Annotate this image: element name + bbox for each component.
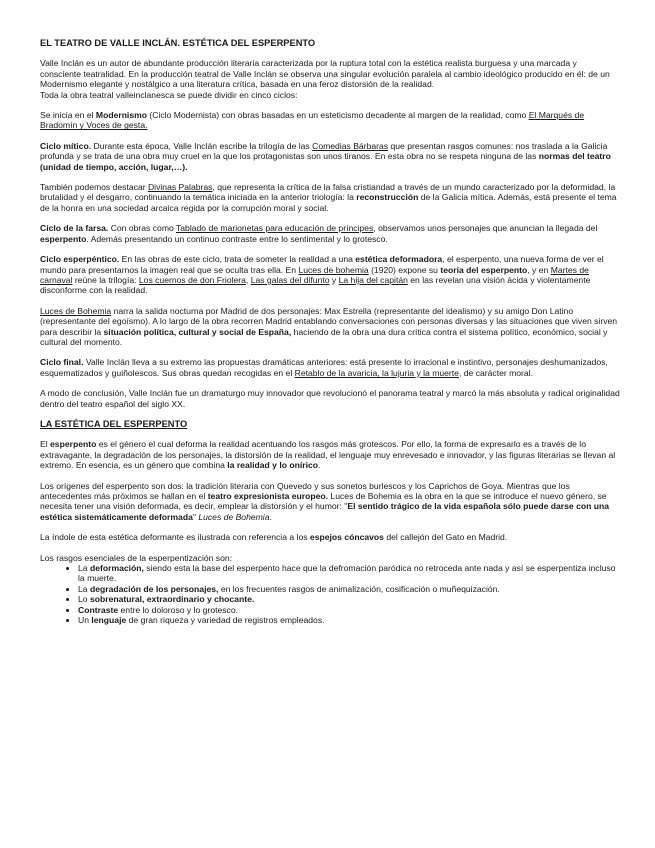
rasgos-list bbox=[40, 563, 620, 625]
paragraph-espejos: La índole de esta estética deformante es ilustrada con referencia a los espejos cóncavos del callejón del Gato en Madrid. bbox=[40, 532, 508, 543]
document-title: EL TEATRO DE VALLE INCLÁN. ESTÉTICA DEL ESPERPENTO bbox=[40, 38, 316, 48]
rasgos-intro: Los rasgos esenciales de la esperpentización son: bbox=[40, 552, 233, 563]
paragraph-divinas-palabras: También podemos destacar Divinas Palabras, que representa la crítica de la falsa cristiandad a través de un mundo caracterizado por la deformidad, la brutalidad y el desgarro, continuando la temática iniciada en la anterior triología: la reconstrucción de la Galicia mítica. Además, está presente el tema de la honra en una sociedad arcaica regida por la corrupción moral y social. bbox=[40, 182, 617, 213]
paragraph-definicion: El esperpento es el género el cual deforma la realidad acentuando los rasgos más grotescos. Por ello, la forma de expresarlo es a través de lo extravagante, la degradación de los personajes, la distorsión de la realidad, el lenguaje muy enrevesado e innovador, y las figuras literarias se llevan al extremo. En esencia, es un género que combina la realidad y lo onírico. bbox=[40, 439, 616, 471]
paragraph-ciclo-farsa: Ciclo de la farsa. Con obras como Tablado de marionetas para educación de príncipes, observamos unos personajes que anuncian la llegada del esperpento. Además presentando un continuo contraste entre lo sentimental y lo grotesco. bbox=[40, 223, 598, 244]
list-item: • La deformación, siendo esta la base del esperpento hace que la defromación paródica no retroceda ante nada y así se esperpentiza incluso la muerte. bbox=[78, 563, 620, 584]
list-item: • Un lenguaje de gran riqueza y variedad de registros empleados. bbox=[78, 615, 620, 625]
paragraph-ciclo-esperpentico: Ciclo esperpéntico. En las obras de este ciclo, trata de someter la realidad a una estética deformadora, el esperpento, una nueva forma de ver el mundo para presentarnos la imagen real que se oculta tras ella. En Luces de bohemia (1920) expone su teoría del esperpento, y en Martes de carnaval reúne la trilogía: Los cuernos de don Friolera, Las galas del difunto y La hija del capitán en las revelan una visión ácida y violentamente disconforme con la realidad. bbox=[40, 254, 604, 296]
section-title-estetica: LA ESTÉTICA DEL ESPERPENTO bbox=[40, 418, 188, 429]
paragraph-conclusion: A modo de conclusión, Valle Inclán fue un dramaturgo muy innovador que revolucionó el panorama teatral y marcó la más absoluta y radical originalidad dentro del teatro español del siglo XX. bbox=[40, 388, 620, 409]
intro-cycles-line: Toda la obra teatral valleinclanesca se puede dividir en cinco ciclos: bbox=[40, 89, 298, 100]
paragraph-ciclo-final: Ciclo final. Valle Inclán lleva a su extremo las propuestas dramáticas anteriores: está presente lo irracional e instintivo, personajes deshumanizados, esquematizados y guiñolescos. Sus obras quedan recogidas en el Retablo de la avaricia, la lujuria y la muerte, de carácter moral. bbox=[40, 357, 608, 378]
list-item: • La degradación de los personajes, en los frecuentes rasgos de animalización, cosificación o muñequización. bbox=[78, 584, 620, 594]
list-item: • Contraste entre lo doloroso y lo grotesco. bbox=[78, 605, 620, 615]
paragraph-origenes: Los orígenes del esperpento son dos: la tradición literaria con Quevedo y sus sonetos burlescos y los Caprichos de Goya. Mientras que los antecedentes más próximos se hallan en el teatro expresionista europeo. Luces de Bohemia es la obra en la que se introduce el nuevo género, se necesita tener una visión deformada, es decir, emplear la distorsión y el humor: "El sentido trágico de la vida española sólo puede darse con una estética sistemáticamente deformada" Luces de Bohemia. bbox=[40, 480, 610, 522]
paragraph-luces-de-bohemia: Luces de Bohemia narra la salida nocturna por Madrid de dos personajes: Max Estrella (representante del idealismo) y su amigo Don Latino (representante del egoísmo). A lo largo de la obra recorren Madrid entablando conversaciones con personas diversas y las situaciones que viven sirven para describir la situación política, cultural y social de España, haciendo de la obra una dura crítica contra el sistema político, económico, social y cultural del momento. bbox=[40, 305, 618, 347]
paragraph-modernismo: Se inicia en el Modernismo (Ciclo Modernista) con obras basadas en un esteticismo decadente al margen de la realidad, como El Marqués de Bradomín y Voces de gesta. bbox=[40, 110, 585, 131]
intro-paragraph: Valle Inclán es un autor de abundante producción literaria caracterizada por la ruptura total con la estética realista burguesa y una marcada y consciente teatralidad. En la producción teatral de Valle Inclán se observa una singular evolución paralela al cambio ideológico producido en él: de un Modernismo elegante y nostálgico a una literatura crítica, basada en una feroz distorsión de la realidad. bbox=[40, 58, 610, 90]
document-page bbox=[40, 38, 620, 625]
list-item: • Lo sobrenatural, extraordinario y chocante. bbox=[78, 594, 620, 604]
paragraph-ciclo-mitico: Ciclo mítico. Durante esta época, Valle Inclán escribe la trilogía de las Comedias Bárbaras que presentan rasgos comunes: nos traslada a la Galicia profunda y se trata de una obra muy cruel en la que los protagonistas son unos tiranos. En esta obra no se respeta ninguna de las normas del teatro (unidad de tiempo, acción, lugar,…). bbox=[40, 140, 611, 172]
